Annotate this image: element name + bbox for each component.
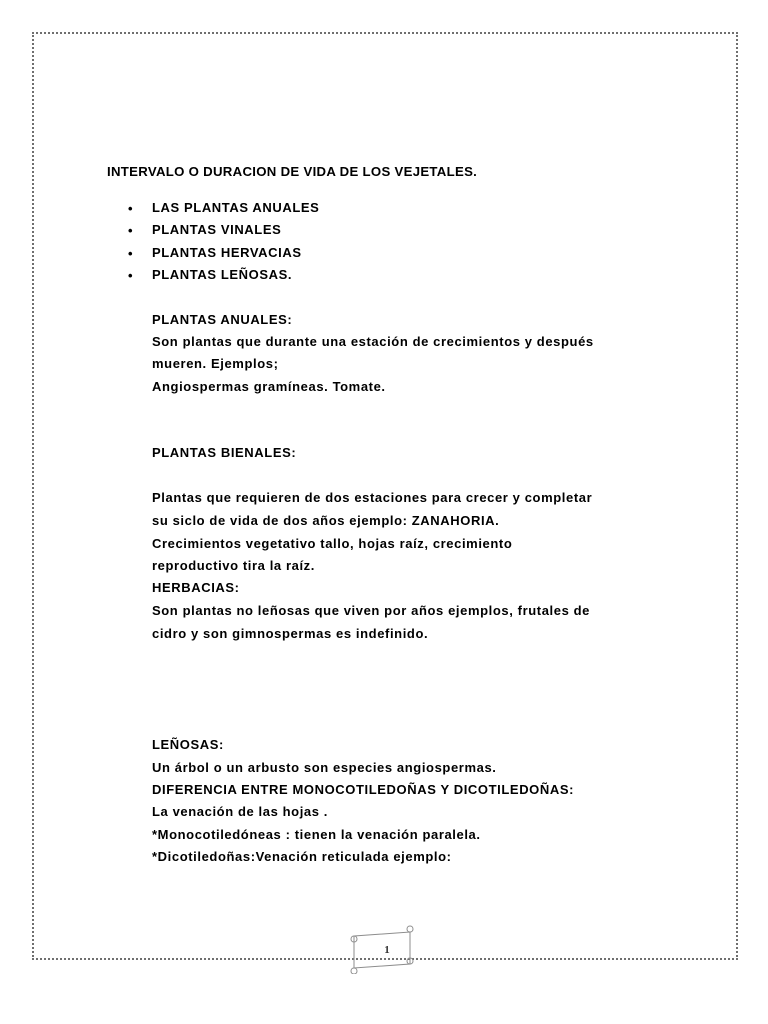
section-title-herbacias: HERBACIAS: bbox=[152, 580, 240, 595]
paragraph-line: La venación de las hojas . bbox=[152, 804, 328, 819]
paragraph-line: Crecimientos vegetativo tallo, hojas raíz, crecimiento bbox=[152, 536, 513, 551]
page-number: 1 bbox=[384, 944, 390, 956]
paragraph-line: mueren. Ejemplos; bbox=[152, 356, 279, 371]
bullet-icon: • bbox=[128, 267, 134, 283]
section-title-bienales: PLANTAS BIENALES: bbox=[152, 445, 297, 460]
paragraph-line: Son plantas que durante una estación de crecimientos y después bbox=[152, 334, 594, 349]
paragraph-line: Son plantas no leñosas que viven por años ejemplos, frutales de bbox=[152, 603, 591, 618]
paragraph-line: su siclo de vida de dos años ejemplo: ZANAHORIA. bbox=[152, 513, 500, 528]
paragraph-line: *Dicotiledoñas:Venación reticulada ejemplo: bbox=[152, 849, 452, 864]
paragraph-line: cidro y son gimnospermas es indefinido. bbox=[152, 626, 429, 641]
paragraph-line: Plantas que requieren de dos estaciones para crecer y completar bbox=[152, 490, 593, 505]
paragraph-line: DIFERENCIA ENTRE MONOCOTILEDOÑAS Y DICOTILEDOÑAS: bbox=[152, 782, 575, 797]
paragraph-line: Angiospermas gramíneas. Tomate. bbox=[152, 379, 386, 394]
section-title-anuales: PLANTAS ANUALES: bbox=[152, 312, 293, 327]
bullet-icon: • bbox=[128, 223, 134, 239]
paragraph-line: reproductivo tira la raíz. bbox=[152, 558, 315, 573]
bullet-icon: • bbox=[128, 201, 134, 216]
section-title-lenosas: LEÑOSAS: bbox=[152, 737, 224, 752]
document-heading: INTERVALO O DURACION DE VIDA DE LOS VEJETALES. bbox=[107, 164, 478, 179]
paragraph-line: Un árbol o un arbusto son especies angiospermas. bbox=[152, 760, 497, 775]
paragraph-line: *Monocotiledóneas : tienen la venación paralela. bbox=[152, 827, 481, 842]
bullet-icon: • bbox=[128, 245, 134, 261]
